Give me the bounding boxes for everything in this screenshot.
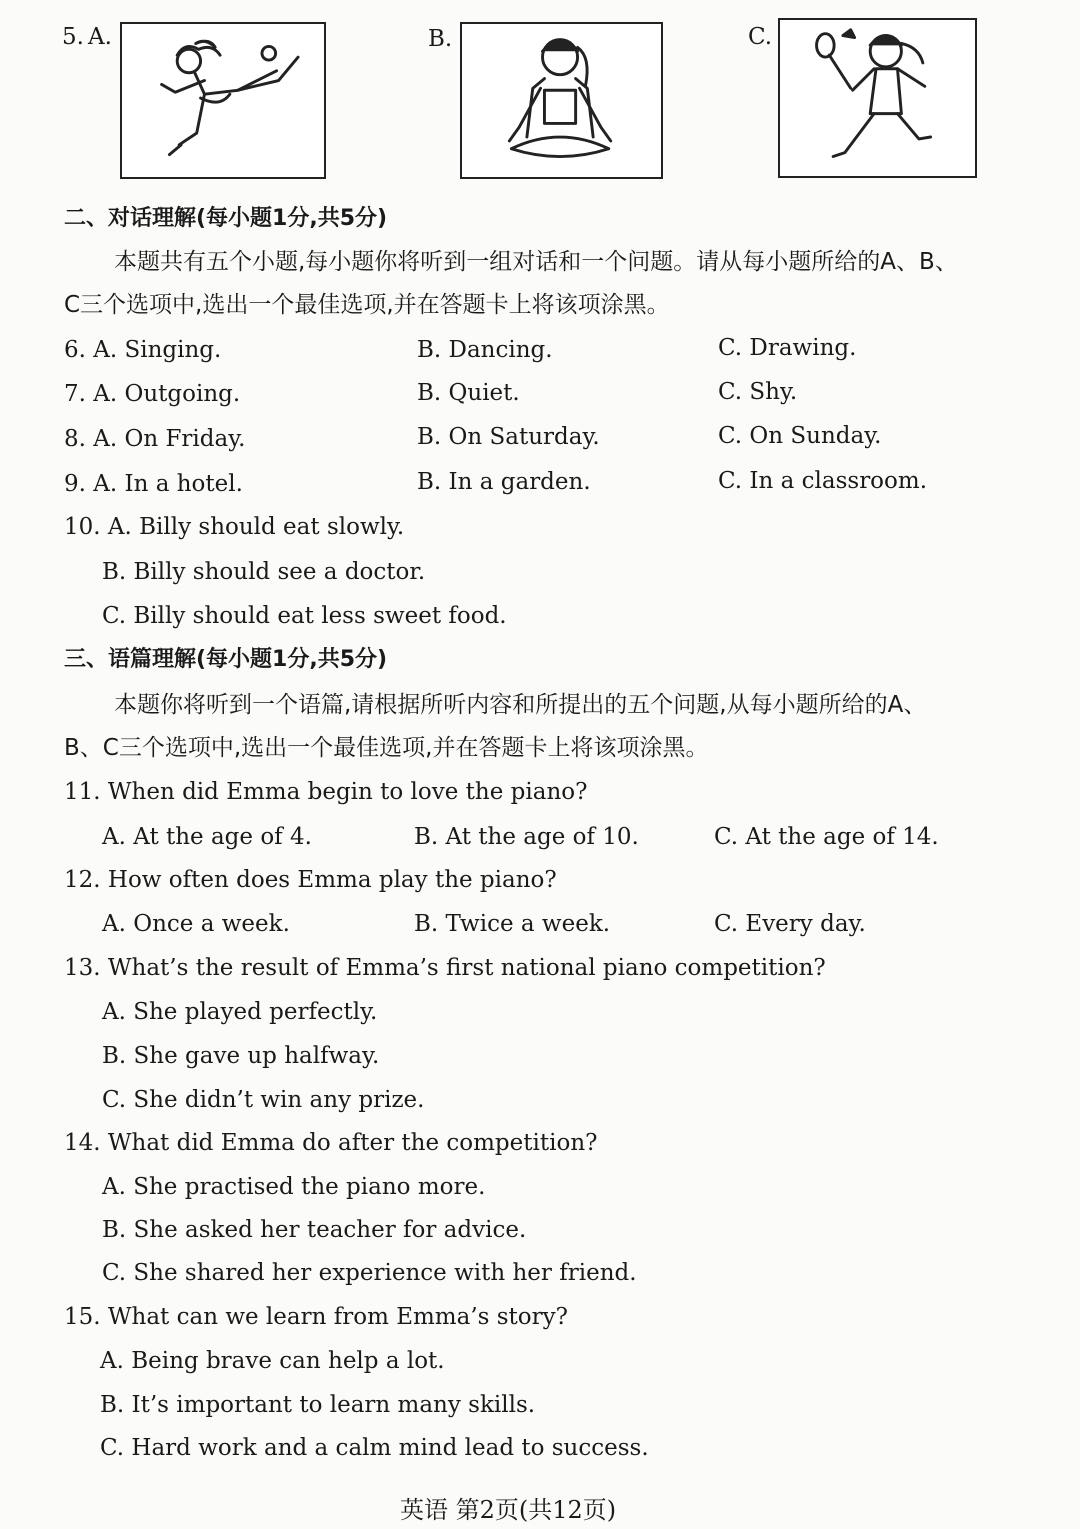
q12-option-b: B. Twice a week. [414,911,611,937]
q13-option-a: A. She played perfectly. [102,999,378,1025]
q15-option-b: B. It’s important to learn many skills. [100,1392,536,1418]
section2-title: 二、对话理解(每小题1分,共5分) [64,206,388,231]
q14-option-c: C. She shared her experience with her friend. [102,1260,637,1286]
q11-option-c: C. At the age of 14. [714,824,939,850]
section3-title: 三、语篇理解(每小题1分,共5分) [64,647,388,672]
q5-option-b-picture [460,22,663,179]
q13-option-c: C. She didn’t win any prize. [102,1087,425,1113]
q11-option-a: A. At the age of 4. [102,824,312,850]
section3-instructions-line2: B、C三个选项中,选出一个最佳选项,并在答题卡上将该项涂黑。 [64,735,709,761]
q9-option-c: C. In a classroom. [718,468,927,494]
q6-option-b: B. Dancing. [417,337,553,363]
q6-option-c: C. Drawing. [718,335,857,361]
q9-option-a: 9. A. In a hotel. [64,471,243,497]
q5-option-c-picture [778,18,977,178]
girl-kicking-illustration [122,24,324,177]
q6-option-a: 6. A. Singing. [64,337,222,363]
girl-badminton-illustration [780,20,975,176]
page-footer: 英语 第2页(共12页) [400,1496,617,1524]
section2-instructions-line2: C三个选项中,选出一个最佳选项,并在答题卡上将该项涂黑。 [64,292,670,318]
q9-option-b: B. In a garden. [417,469,591,495]
q10-option-c: C. Billy should eat less sweet food. [102,603,507,629]
q8-option-c: C. On Sunday. [718,423,882,449]
q5-option-a-picture [120,22,326,179]
q5-option-a-label: A. [88,24,112,50]
q13-stem: 13. What’s the result of Emma’s first national piano competition? [64,955,826,981]
q11-option-b: B. At the age of 10. [414,824,639,850]
q12-stem: 12. How often does Emma play the piano? [64,867,557,893]
girl-meditating-illustration [462,24,661,177]
q5-number: 5. [62,24,84,50]
q12-option-a: A. Once a week. [102,911,290,937]
section2-instructions-line1: 本题共有五个小题,每小题你将听到一组对话和一个问题。请从每小题所给的A、B、 [114,249,958,275]
q15-stem: 15. What can we learn from Emma’s story? [64,1304,568,1330]
q7-option-c: C. Shy. [718,379,798,405]
q7-option-a: 7. A. Outgoing. [64,381,241,407]
q14-option-a: A. She practised the piano more. [102,1174,486,1200]
q5-option-c-label: C. [748,24,773,50]
q15-option-c: C. Hard work and a calm mind lead to success. [100,1435,649,1461]
q11-stem: 11. When did Emma begin to love the piano? [64,779,588,805]
q12-option-c: C. Every day. [714,911,866,937]
q8-option-b: B. On Saturday. [417,424,600,450]
q14-option-b: B. She asked her teacher for advice. [102,1217,527,1243]
q8-option-a: 8. A. On Friday. [64,426,246,452]
q5-option-b-label: B. [428,26,453,52]
q10-option-b: B. Billy should see a doctor. [102,559,426,585]
section3-instructions-line1: 本题你将听到一个语篇,请根据所听内容和所提出的五个问题,从每小题所给的A、 [114,692,927,718]
q7-option-b: B. Quiet. [417,380,520,406]
q13-option-b: B. She gave up halfway. [102,1043,380,1069]
q15-option-a: A. Being brave can help a lot. [100,1348,445,1374]
q14-stem: 14. What did Emma do after the competition? [64,1130,598,1156]
q10-option-a: 10. A. Billy should eat slowly. [64,514,405,540]
